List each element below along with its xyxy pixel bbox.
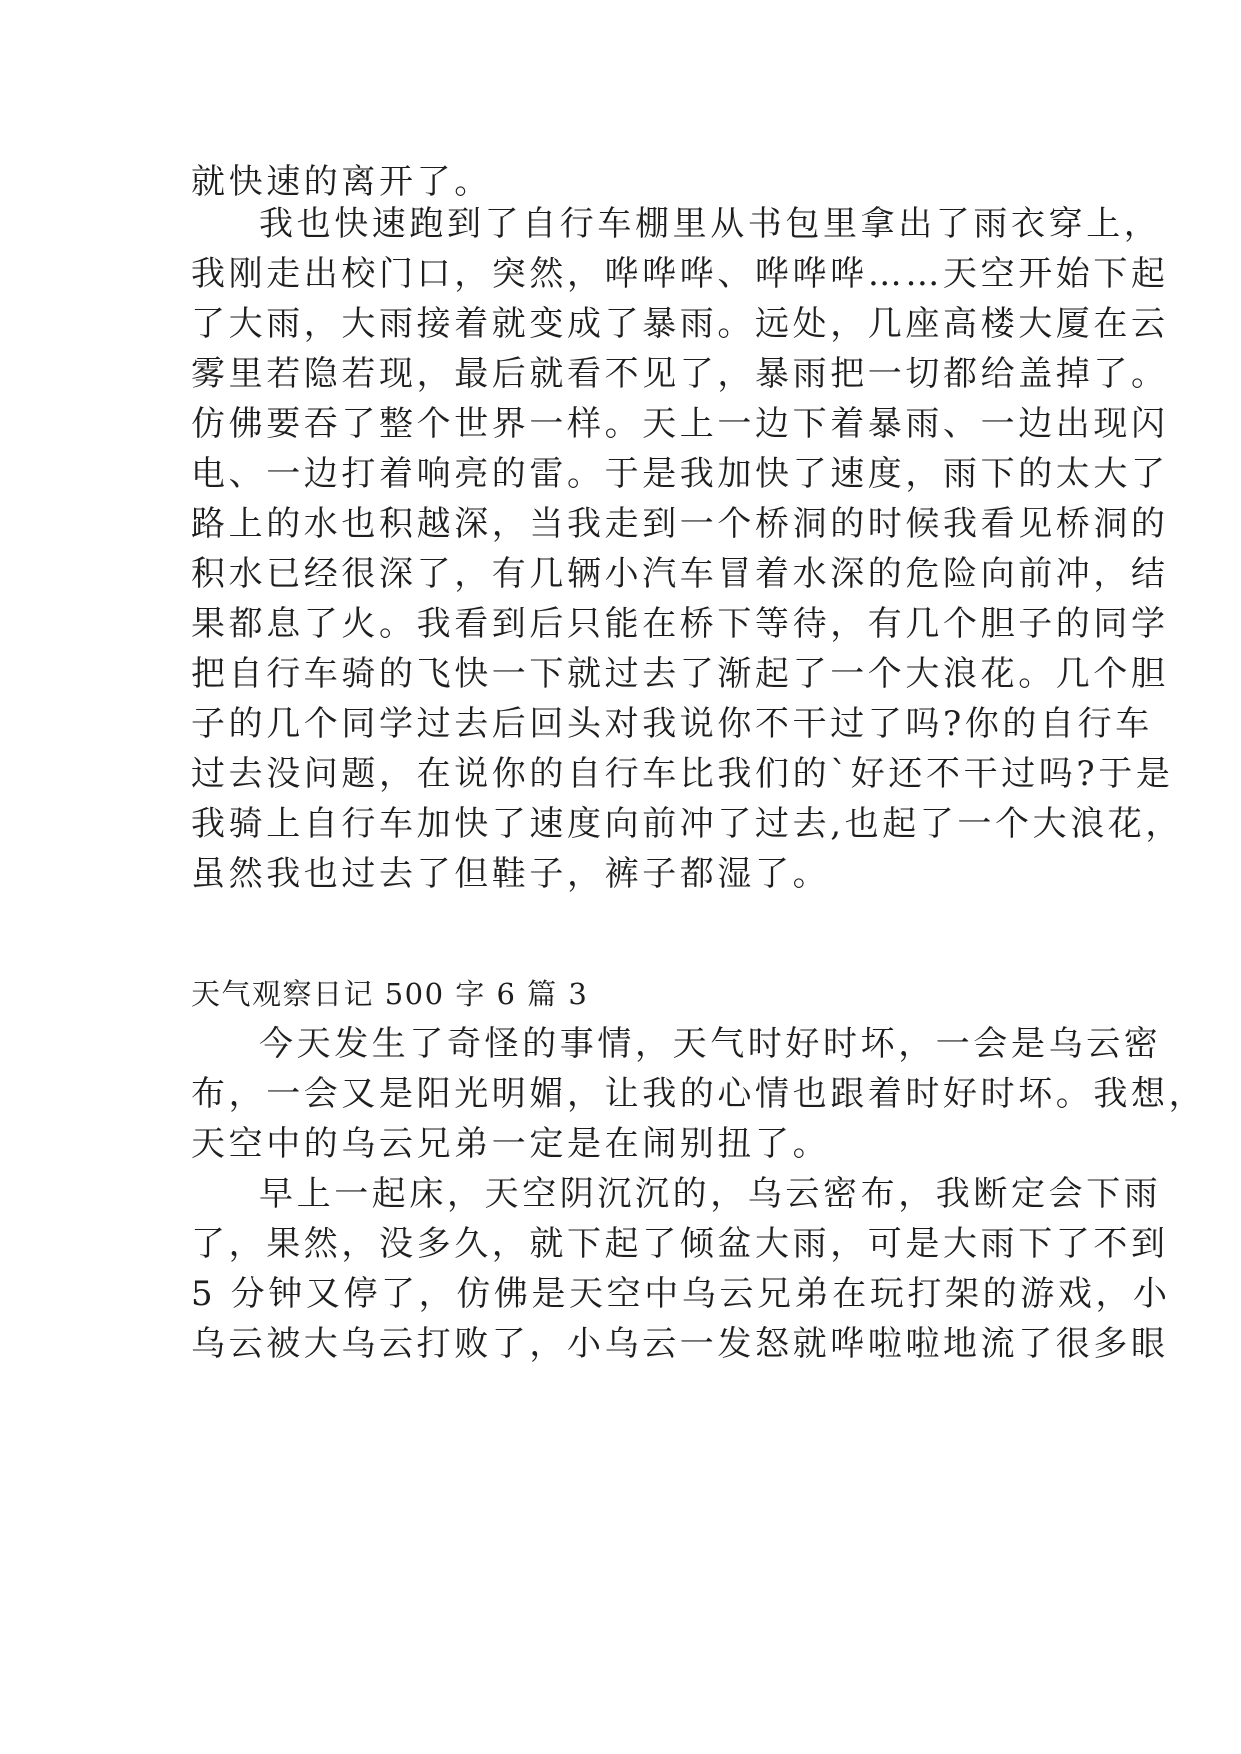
paragraph-2-line-14: 虽然我也过去了但鞋子，裤子都湿了。 [191, 854, 831, 894]
paragraph-3-line-2: 布，一会又是阳光明媚，让我的心情也跟着时好时坏。我想， [191, 1074, 1207, 1114]
paragraph-4-line-3: 5 分钟又停了，仿佛是天空中乌云兄弟在玩打架的游戏，小 [191, 1274, 1171, 1314]
paragraph-4-line-2: 了，果然，没多久，就下起了倾盆大雨，可是大雨下了不到 [191, 1224, 1169, 1264]
paragraph-4-line-1: 早上一起床，天空阴沉沉的，乌云密布，我断定会下雨 [259, 1174, 1162, 1214]
paragraph-2-line-11: 子的几个同学过去后回头对我说你不干过了吗?你的自行车 [191, 704, 1153, 744]
paragraph-2-line-3: 了大雨，大雨接着就变成了暴雨。远处，几座高楼大厦在云 [191, 304, 1169, 344]
paragraph-2-line-10: 把自行车骑的飞快一下就过去了渐起了一个大浪花。几个胆 [191, 654, 1169, 694]
paragraph-2-line-6: 电、一边打着响亮的雷。于是我加快了速度，雨下的太大了 [191, 454, 1169, 494]
paragraph-2-line-13: 我骑上自行车加快了速度向前冲了过去,也起了一个大浪花， [191, 804, 1184, 844]
paragraph-2-line-5: 仿佛要吞了整个世界一样。天上一边下着暴雨、一边出现闪 [191, 404, 1169, 444]
paragraph-2-line-12: 过去没问题，在说你的自行车比我们的`好还不干过吗?于是 [191, 754, 1174, 794]
paragraph-2-line-1: 我也快速跑到了自行车棚里从书包里拿出了雨衣穿上， [259, 204, 1162, 244]
paragraph-1-line-1: 就快速的离开了。 [191, 162, 492, 202]
paragraph-2-line-9: 果都息了火。我看到后只能在桥下等待，有几个胆子的同学 [191, 604, 1169, 644]
section-heading: 天气观察日记 500 字 6 篇 3 [191, 977, 589, 1011]
paragraph-2-line-2: 我刚走出校门口，突然，哗哗哗、哗哗哗……天空开始下起 [191, 254, 1169, 294]
paragraph-3-line-1: 今天发生了奇怪的事情，天气时好时坏，一会是乌云密 [259, 1024, 1162, 1064]
paragraph-3-line-3: 天空中的乌云兄弟一定是在闹别扭了。 [191, 1124, 831, 1164]
paragraph-4-line-4: 乌云被大乌云打败了，小乌云一发怒就哗啦啦地流了很多眼 [191, 1324, 1169, 1364]
paragraph-2-line-8: 积水已经很深了，有几辆小汽车冒着水深的危险向前冲，结 [191, 554, 1169, 594]
paragraph-2-line-7: 路上的水也积越深，当我走到一个桥洞的时候我看见桥洞的 [191, 504, 1169, 544]
paragraph-2-line-4: 雾里若隐若现，最后就看不见了，暴雨把一切都给盖掉了。 [191, 354, 1169, 394]
